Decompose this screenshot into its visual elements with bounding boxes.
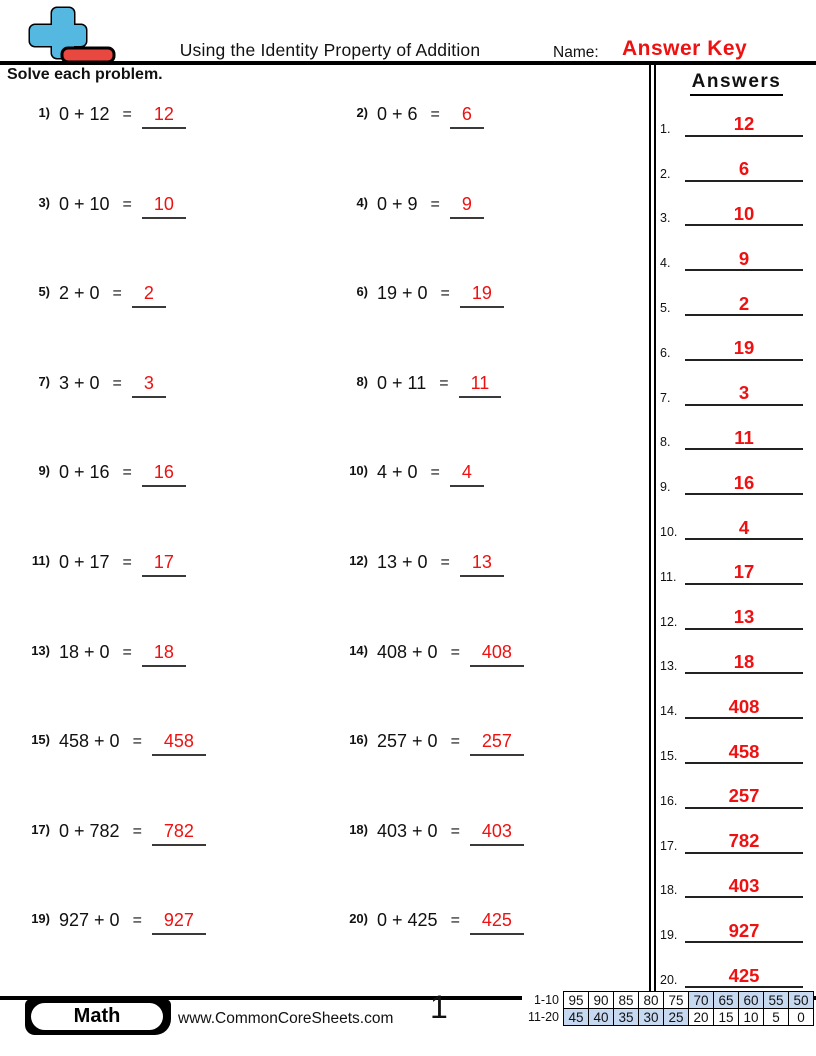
grading-cell: 30 <box>639 1009 664 1026</box>
answer-value: 257 <box>685 786 803 808</box>
problem-13 <box>16 638 334 728</box>
subject-badge <box>25 999 171 1035</box>
answer-number: 13. <box>660 659 678 674</box>
grading-cell: 55 <box>764 992 789 1009</box>
answers-divider <box>649 63 656 996</box>
problem-expression: 18 + 0 <box>59 641 110 662</box>
problem-8 <box>334 369 650 459</box>
equals-sign: = <box>430 195 440 213</box>
answers-list <box>660 92 803 988</box>
equals-sign: = <box>122 195 132 213</box>
answer-value: 408 <box>685 697 803 719</box>
grading-row-label: 1-10 <box>522 992 564 1009</box>
problem-5 <box>16 279 334 369</box>
problem-number: 1) <box>38 105 50 120</box>
problem-number: 18) <box>349 821 368 837</box>
grading-cell: 75 <box>664 992 689 1009</box>
problem-expression: 0 + 425 <box>377 910 438 931</box>
problem-expression: 257 + 0 <box>377 731 438 752</box>
problem-answer: 257 <box>470 731 524 756</box>
problem-answer: 18 <box>142 642 186 667</box>
answer-number: 7. <box>660 390 671 405</box>
answers-title-text: Answers <box>690 71 784 96</box>
grading-table <box>522 991 815 1026</box>
equals-sign: = <box>122 643 132 661</box>
answer-number: 17. <box>660 838 678 853</box>
problem-answer: 458 <box>152 731 206 756</box>
equals-sign: = <box>132 822 142 840</box>
answer-value: 17 <box>685 562 803 584</box>
grading-cell: 0 <box>789 1009 814 1026</box>
answer-number: 11. <box>660 569 677 584</box>
problem-answer: 3 <box>132 373 166 398</box>
answer-value: 2 <box>685 294 803 316</box>
grading-cell: 25 <box>664 1009 689 1026</box>
answer-value: 6 <box>685 159 803 181</box>
answer-number: 8. <box>660 435 671 450</box>
website-text: www.CommonCoreSheets.com <box>178 1010 394 1027</box>
problem-answer: 408 <box>470 642 524 667</box>
problem-number: 19) <box>31 911 50 927</box>
equals-sign: = <box>440 553 450 571</box>
answer-value: 11 <box>685 428 803 450</box>
answer-value: 10 <box>685 204 803 226</box>
problem-number: 16) <box>349 732 368 748</box>
grading-row-label: 11-20 <box>522 1009 564 1026</box>
problem-expression: 3 + 0 <box>59 372 100 393</box>
problem-expression: 4 + 0 <box>377 462 418 483</box>
equals-sign: = <box>430 106 440 123</box>
problem-number: 3) <box>38 194 50 210</box>
problem-answer: 6 <box>450 104 484 129</box>
problem-expression: 408 + 0 <box>377 641 438 662</box>
problem-answer: 2 <box>132 283 166 308</box>
equals-sign: = <box>112 285 122 303</box>
grading-cell: 90 <box>589 992 614 1009</box>
answer-number: 15. <box>660 748 678 763</box>
answer-number: 9. <box>660 480 671 495</box>
problem-number: 2) <box>356 105 368 120</box>
grading-row <box>522 1009 814 1026</box>
problem-number: 20) <box>349 911 368 927</box>
equals-sign: = <box>132 912 142 930</box>
answer-item-15 <box>660 719 803 764</box>
problem-19 <box>16 906 334 996</box>
answer-value: 403 <box>685 876 803 898</box>
answer-number: 1. <box>660 121 671 136</box>
page-number: 1 <box>430 989 448 1025</box>
grading-row <box>522 992 814 1009</box>
equals-sign: = <box>122 553 132 571</box>
problem-expression: 927 + 0 <box>59 910 120 931</box>
answer-number: 19. <box>660 928 678 943</box>
answer-key-value: Answer Key <box>622 37 748 60</box>
problem-expression: 0 + 10 <box>59 193 110 214</box>
answer-item-7 <box>660 361 803 406</box>
problem-answer: 13 <box>460 552 504 577</box>
answer-item-12 <box>660 585 803 630</box>
problem-expression: 0 + 12 <box>59 104 110 124</box>
answer-value: 927 <box>685 921 803 943</box>
grading-cell: 60 <box>739 992 764 1009</box>
equals-sign: = <box>430 464 440 482</box>
problem-expression: 0 + 782 <box>59 820 120 841</box>
answer-item-8 <box>660 406 803 451</box>
equals-sign: = <box>450 912 460 930</box>
answer-item-10 <box>660 495 803 540</box>
answer-number: 14. <box>660 704 678 719</box>
problem-number: 14) <box>349 642 368 658</box>
equals-sign: = <box>439 374 449 392</box>
problem-answer: 403 <box>470 821 524 846</box>
answer-number: 16. <box>660 793 678 808</box>
grading-cell: 35 <box>614 1009 639 1026</box>
problem-number: 15) <box>31 732 50 748</box>
equals-sign: = <box>112 374 122 392</box>
problem-20 <box>334 906 650 996</box>
answer-item-6 <box>660 316 803 361</box>
problem-expression: 458 + 0 <box>59 731 120 752</box>
problem-18 <box>334 817 650 907</box>
problem-number: 9) <box>38 463 50 479</box>
problem-16 <box>334 727 650 817</box>
equals-sign: = <box>132 733 142 751</box>
answer-item-20 <box>660 943 803 988</box>
problem-expression: 0 + 9 <box>377 193 418 214</box>
answer-number: 6. <box>660 345 671 360</box>
grading-cell: 10 <box>739 1009 764 1026</box>
equals-sign: = <box>122 106 132 123</box>
answer-item-11 <box>660 540 803 585</box>
problem-answer: 4 <box>450 462 484 487</box>
answer-value: 3 <box>685 383 803 405</box>
answer-item-17 <box>660 809 803 854</box>
problem-answer: 782 <box>152 821 206 846</box>
problem-expression: 0 + 16 <box>59 462 110 483</box>
problem-answer: 11 <box>459 373 502 398</box>
problem-14 <box>334 638 650 728</box>
answer-item-18 <box>660 854 803 899</box>
problem-expression: 13 + 0 <box>377 551 428 572</box>
grading-cell: 40 <box>589 1009 614 1026</box>
answer-item-19 <box>660 898 803 943</box>
equals-sign: = <box>450 822 460 840</box>
equals-sign: = <box>440 285 450 303</box>
problem-expression: 403 + 0 <box>377 820 438 841</box>
problem-expression: 0 + 17 <box>59 551 110 572</box>
problem-number: 8) <box>356 373 368 389</box>
equals-sign: = <box>450 733 460 751</box>
problem-number: 4) <box>356 194 368 210</box>
answer-item-14 <box>660 674 803 719</box>
grading-cell: 95 <box>564 992 589 1009</box>
problem-expression: 0 + 6 <box>377 104 418 124</box>
answer-value: 18 <box>685 652 803 674</box>
equals-sign: = <box>122 464 132 482</box>
answer-value: 458 <box>685 742 803 764</box>
answer-value: 782 <box>685 831 803 853</box>
problem-number: 10) <box>349 463 368 479</box>
answer-item-13 <box>660 630 803 675</box>
answer-number: 2. <box>660 166 671 181</box>
problem-number: 7) <box>38 373 50 389</box>
problem-12 <box>334 548 650 638</box>
problem-answer: 927 <box>152 910 206 935</box>
problem-4 <box>334 190 650 280</box>
equals-sign: = <box>450 643 460 661</box>
answer-value: 13 <box>685 607 803 629</box>
answer-number: 5. <box>660 300 671 315</box>
problem-number: 17) <box>31 821 50 837</box>
grading-cell: 85 <box>614 992 639 1009</box>
problem-number: 11) <box>31 552 50 568</box>
problems-grid <box>16 100 650 996</box>
answer-item-16 <box>660 764 803 809</box>
grading-cell: 80 <box>639 992 664 1009</box>
problem-6 <box>334 279 650 369</box>
problem-1 <box>16 100 334 190</box>
grading-cell: 20 <box>689 1009 714 1026</box>
answer-value: 16 <box>685 473 803 495</box>
problem-7 <box>16 369 334 459</box>
grading-cell: 15 <box>714 1009 739 1026</box>
problem-answer: 425 <box>470 910 524 935</box>
problem-number: 5) <box>38 284 50 300</box>
problem-answer: 16 <box>142 462 186 487</box>
grading-cell: 50 <box>789 992 814 1009</box>
problem-9 <box>16 458 334 548</box>
grading-cell: 45 <box>564 1009 589 1026</box>
answer-number: 12. <box>660 614 678 629</box>
instructions-text: Solve each problem. <box>7 66 163 83</box>
problem-11 <box>16 548 334 638</box>
grading-cell: 5 <box>764 1009 789 1026</box>
answer-item-9 <box>660 450 803 495</box>
answer-number: 10. <box>660 524 678 539</box>
problem-answer: 19 <box>460 283 504 308</box>
problem-number: 13) <box>31 642 50 658</box>
answer-value: 9 <box>685 249 803 271</box>
answer-item-2 <box>660 137 803 182</box>
answer-item-3 <box>660 182 803 227</box>
name-label: Name: <box>553 44 599 61</box>
problem-expression: 2 + 0 <box>59 283 100 304</box>
answer-value: 425 <box>685 966 803 988</box>
page-title: Using the Identity Property of Addition <box>179 40 481 60</box>
answer-number: 4. <box>660 256 671 271</box>
problem-number: 6) <box>356 284 368 300</box>
problem-10 <box>334 458 650 548</box>
answer-value: 19 <box>685 338 803 360</box>
problem-answer: 9 <box>450 194 484 219</box>
problem-answer: 17 <box>142 552 186 577</box>
problem-3 <box>16 190 334 280</box>
answer-item-4 <box>660 226 803 271</box>
problem-2 <box>334 100 650 190</box>
problem-15 <box>16 727 334 817</box>
answer-number: 18. <box>660 883 678 898</box>
answer-number: 20. <box>660 972 678 987</box>
answer-value: 4 <box>685 518 803 540</box>
answer-number: 3. <box>660 211 671 226</box>
problem-17 <box>16 817 334 907</box>
problem-answer: 10 <box>142 194 186 219</box>
grading-cell: 65 <box>714 992 739 1009</box>
answer-value: 12 <box>685 114 803 136</box>
problem-expression: 19 + 0 <box>377 283 428 304</box>
problem-answer: 12 <box>142 104 186 129</box>
answers-panel <box>657 64 816 998</box>
answer-item-1 <box>660 92 803 137</box>
subject-badge-label: Math <box>31 1003 163 1030</box>
grading-cell: 70 <box>689 992 714 1009</box>
problem-expression: 0 + 11 <box>377 372 427 393</box>
answer-item-5 <box>660 271 803 316</box>
problem-number: 12) <box>349 552 368 568</box>
